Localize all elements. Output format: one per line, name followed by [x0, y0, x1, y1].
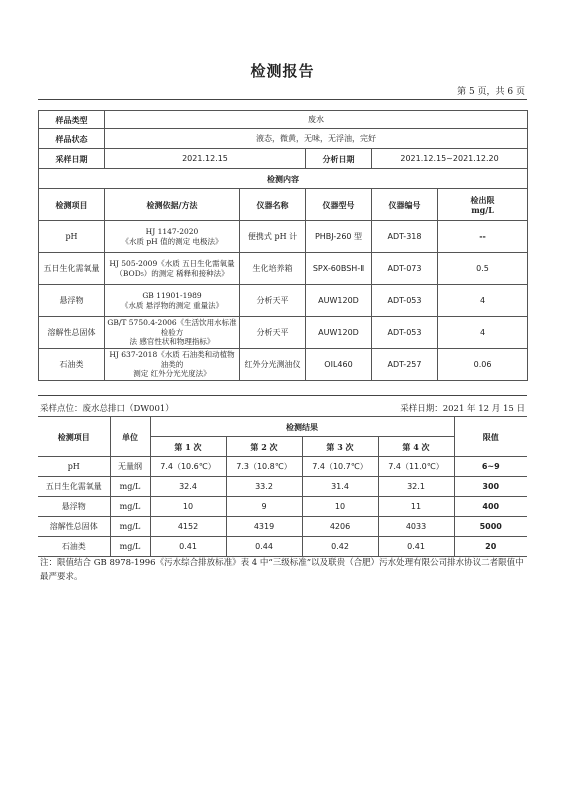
footnote: 注：限值结合 GB 8978-1996《污水综合排放标准》表 4 中“三级标准”以及联贵（合肥）污水处理有限公司排水协议二者限值中最严要求。 — [40, 558, 524, 582]
result-value-1: 32.4 — [150, 477, 226, 497]
method-item: 石油类 — [39, 349, 105, 381]
result-value-2: 7.3（10.8℃） — [226, 457, 302, 477]
sampling-date: 采样日期：2021 年 12 月 15 日 — [400, 404, 525, 414]
section-title-row — [39, 169, 528, 189]
sample-type-value: 废水 — [105, 111, 528, 129]
method-line-1: HJ 637-2018《水质 石油类和动植物油类的 — [109, 350, 235, 369]
section-rule — [38, 395, 527, 396]
col-header-instrument: 仪器名称 — [240, 189, 306, 221]
instrument-name: 红外分光测油仪 — [240, 349, 306, 381]
detection-limit: 4 — [438, 317, 528, 349]
result-value-3: 10 — [302, 497, 378, 517]
detection-limit: 0.06 — [438, 349, 528, 381]
result-value-3: 31.4 — [302, 477, 378, 497]
method-item: pH — [39, 221, 105, 253]
result-value-2: 0.44 — [226, 537, 302, 557]
method-line-2: 测定 红外分光光度法》 — [133, 369, 211, 379]
result-value-4: 0.41 — [378, 537, 454, 557]
instrument-model: OIL460 — [306, 349, 372, 381]
result-item: 五日生化需氧量 — [38, 477, 110, 497]
instrument-name: 分析天平 — [240, 285, 306, 317]
method-standard — [105, 317, 240, 349]
detection-limit: 0.5 — [438, 253, 528, 285]
col-header-model: 仪器型号 — [306, 189, 372, 221]
header-rule — [38, 99, 527, 100]
sample-type-label: 样品类型 — [39, 111, 105, 129]
instrument-number: ADT-053 — [372, 285, 438, 317]
results-table — [38, 416, 527, 557]
method-line-2: （BOD₅）的测定 稀释和接种法》 — [115, 268, 229, 278]
instrument-number: ADT-073 — [372, 253, 438, 285]
result-value-4: 11 — [378, 497, 454, 517]
methods-header-row — [39, 189, 528, 221]
result-row — [38, 457, 527, 477]
result-value-1: 10 — [150, 497, 226, 517]
result-row — [38, 477, 527, 497]
col-header-time-2: 第 2 次 — [226, 437, 302, 457]
result-value-4: 32.1 — [378, 477, 454, 497]
result-limit: 20 — [454, 537, 527, 557]
col-header-time-1: 第 1 次 — [150, 437, 226, 457]
instrument-model: PHBJ-260 型 — [306, 221, 372, 253]
result-unit: 无量纲 — [110, 457, 150, 477]
result-item: pH — [38, 457, 110, 477]
method-item: 溶解性总固体 — [39, 317, 105, 349]
result-unit: mg/L — [110, 537, 150, 557]
result-value-1: 7.4（10.6℃） — [150, 457, 226, 477]
result-limit: 5000 — [454, 517, 527, 537]
section-title: 检测内容 — [39, 169, 528, 189]
instrument-name: 分析天平 — [240, 317, 306, 349]
result-unit: mg/L — [110, 477, 150, 497]
instrument-name: 便携式 pH 计 — [240, 221, 306, 253]
instrument-model: AUW120D — [306, 285, 372, 317]
sample-type-row — [39, 111, 528, 129]
method-line-1: HJ 1147-2020 — [145, 227, 199, 237]
limit-header-unit: mg/L — [471, 204, 494, 215]
page-info: 第 5 页，共 6 页 — [457, 87, 525, 97]
result-value-1: 0.41 — [150, 537, 226, 557]
dates-row — [39, 149, 528, 169]
result-value-3: 7.4（10.7℃） — [302, 457, 378, 477]
method-standard — [105, 285, 240, 317]
col-header-results: 检测结果 — [150, 417, 454, 437]
col-header-number: 仪器编号 — [372, 189, 438, 221]
method-row — [39, 285, 528, 317]
result-value-2: 4319 — [226, 517, 302, 537]
sampling-date-value: 2021.12.15 — [105, 149, 306, 169]
result-row — [38, 517, 527, 537]
method-item: 悬浮物 — [39, 285, 105, 317]
sampling-location: 采样点位：废水总排口（DW001） — [40, 404, 174, 414]
col-header-unit: 单位 — [110, 417, 150, 457]
col-header-time-3: 第 3 次 — [302, 437, 378, 457]
result-row — [38, 497, 527, 517]
method-line-2: 《水质 pH 值的测定 电极法》 — [121, 236, 223, 246]
report-title: 检测报告 — [250, 62, 315, 80]
instrument-number: ADT-053 — [372, 317, 438, 349]
method-line-2: 法 感官性状和物理指标》 — [129, 337, 215, 347]
detection-limit: 4 — [438, 285, 528, 317]
instrument-model: AUW120D — [306, 317, 372, 349]
result-value-1: 4152 — [150, 517, 226, 537]
method-standard — [105, 221, 240, 253]
sample-state-label: 样品状态 — [39, 129, 105, 149]
result-limit: 400 — [454, 497, 527, 517]
sample-info-table — [38, 110, 528, 381]
method-standard — [105, 253, 240, 285]
sampling-date-label: 采样日期 — [39, 149, 105, 169]
result-unit: mg/L — [110, 517, 150, 537]
method-line-1: HJ 505-2009《水质 五日生化需氧量 — [109, 259, 235, 269]
method-row — [39, 221, 528, 253]
result-row — [38, 537, 527, 557]
method-line-1: GB/T 5750.4-2006《生活饮用水标准检验方 — [107, 318, 237, 337]
col-header-item: 检测项目 — [39, 189, 105, 221]
result-value-3: 4206 — [302, 517, 378, 537]
method-row — [39, 349, 528, 381]
sample-state-row — [39, 129, 528, 149]
method-standard — [105, 349, 240, 381]
analysis-date-value: 2021.12.15~2021.12.20 — [372, 149, 528, 169]
result-value-4: 7.4（11.0℃） — [378, 457, 454, 477]
detection-limit: -- — [438, 221, 528, 253]
limit-header-label: 检出限 — [470, 194, 495, 205]
result-item: 悬浮物 — [38, 497, 110, 517]
result-limit: 6~9 — [454, 457, 527, 477]
result-item: 石油类 — [38, 537, 110, 557]
col-header-item: 检测项目 — [38, 417, 110, 457]
instrument-number: ADT-318 — [372, 221, 438, 253]
result-value-3: 0.42 — [302, 537, 378, 557]
result-value-2: 9 — [226, 497, 302, 517]
result-item: 溶解性总固体 — [38, 517, 110, 537]
result-value-4: 4033 — [378, 517, 454, 537]
col-header-time-4: 第 4 次 — [378, 437, 454, 457]
col-header-limit — [438, 189, 528, 221]
method-row — [39, 253, 528, 285]
method-row — [39, 317, 528, 349]
results-header-row — [38, 417, 527, 437]
method-item: 五日生化需氧量 — [39, 253, 105, 285]
instrument-name: 生化培养箱 — [240, 253, 306, 285]
method-line-2: 《水质 悬浮物的测定 重量法》 — [120, 300, 224, 310]
sample-state-value: 液态，微黄，无味，无浮油，完好 — [105, 129, 528, 149]
method-line-1: GB 11901-1989 — [142, 291, 202, 301]
analysis-date-label: 分析日期 — [306, 149, 372, 169]
result-unit: mg/L — [110, 497, 150, 517]
col-header-limit: 限值 — [454, 417, 527, 457]
result-value-2: 33.2 — [226, 477, 302, 497]
instrument-model: SPX-60BSH-Ⅱ — [306, 253, 372, 285]
col-header-method: 检测依据/方法 — [105, 189, 240, 221]
result-limit: 300 — [454, 477, 527, 497]
instrument-number: ADT-257 — [372, 349, 438, 381]
